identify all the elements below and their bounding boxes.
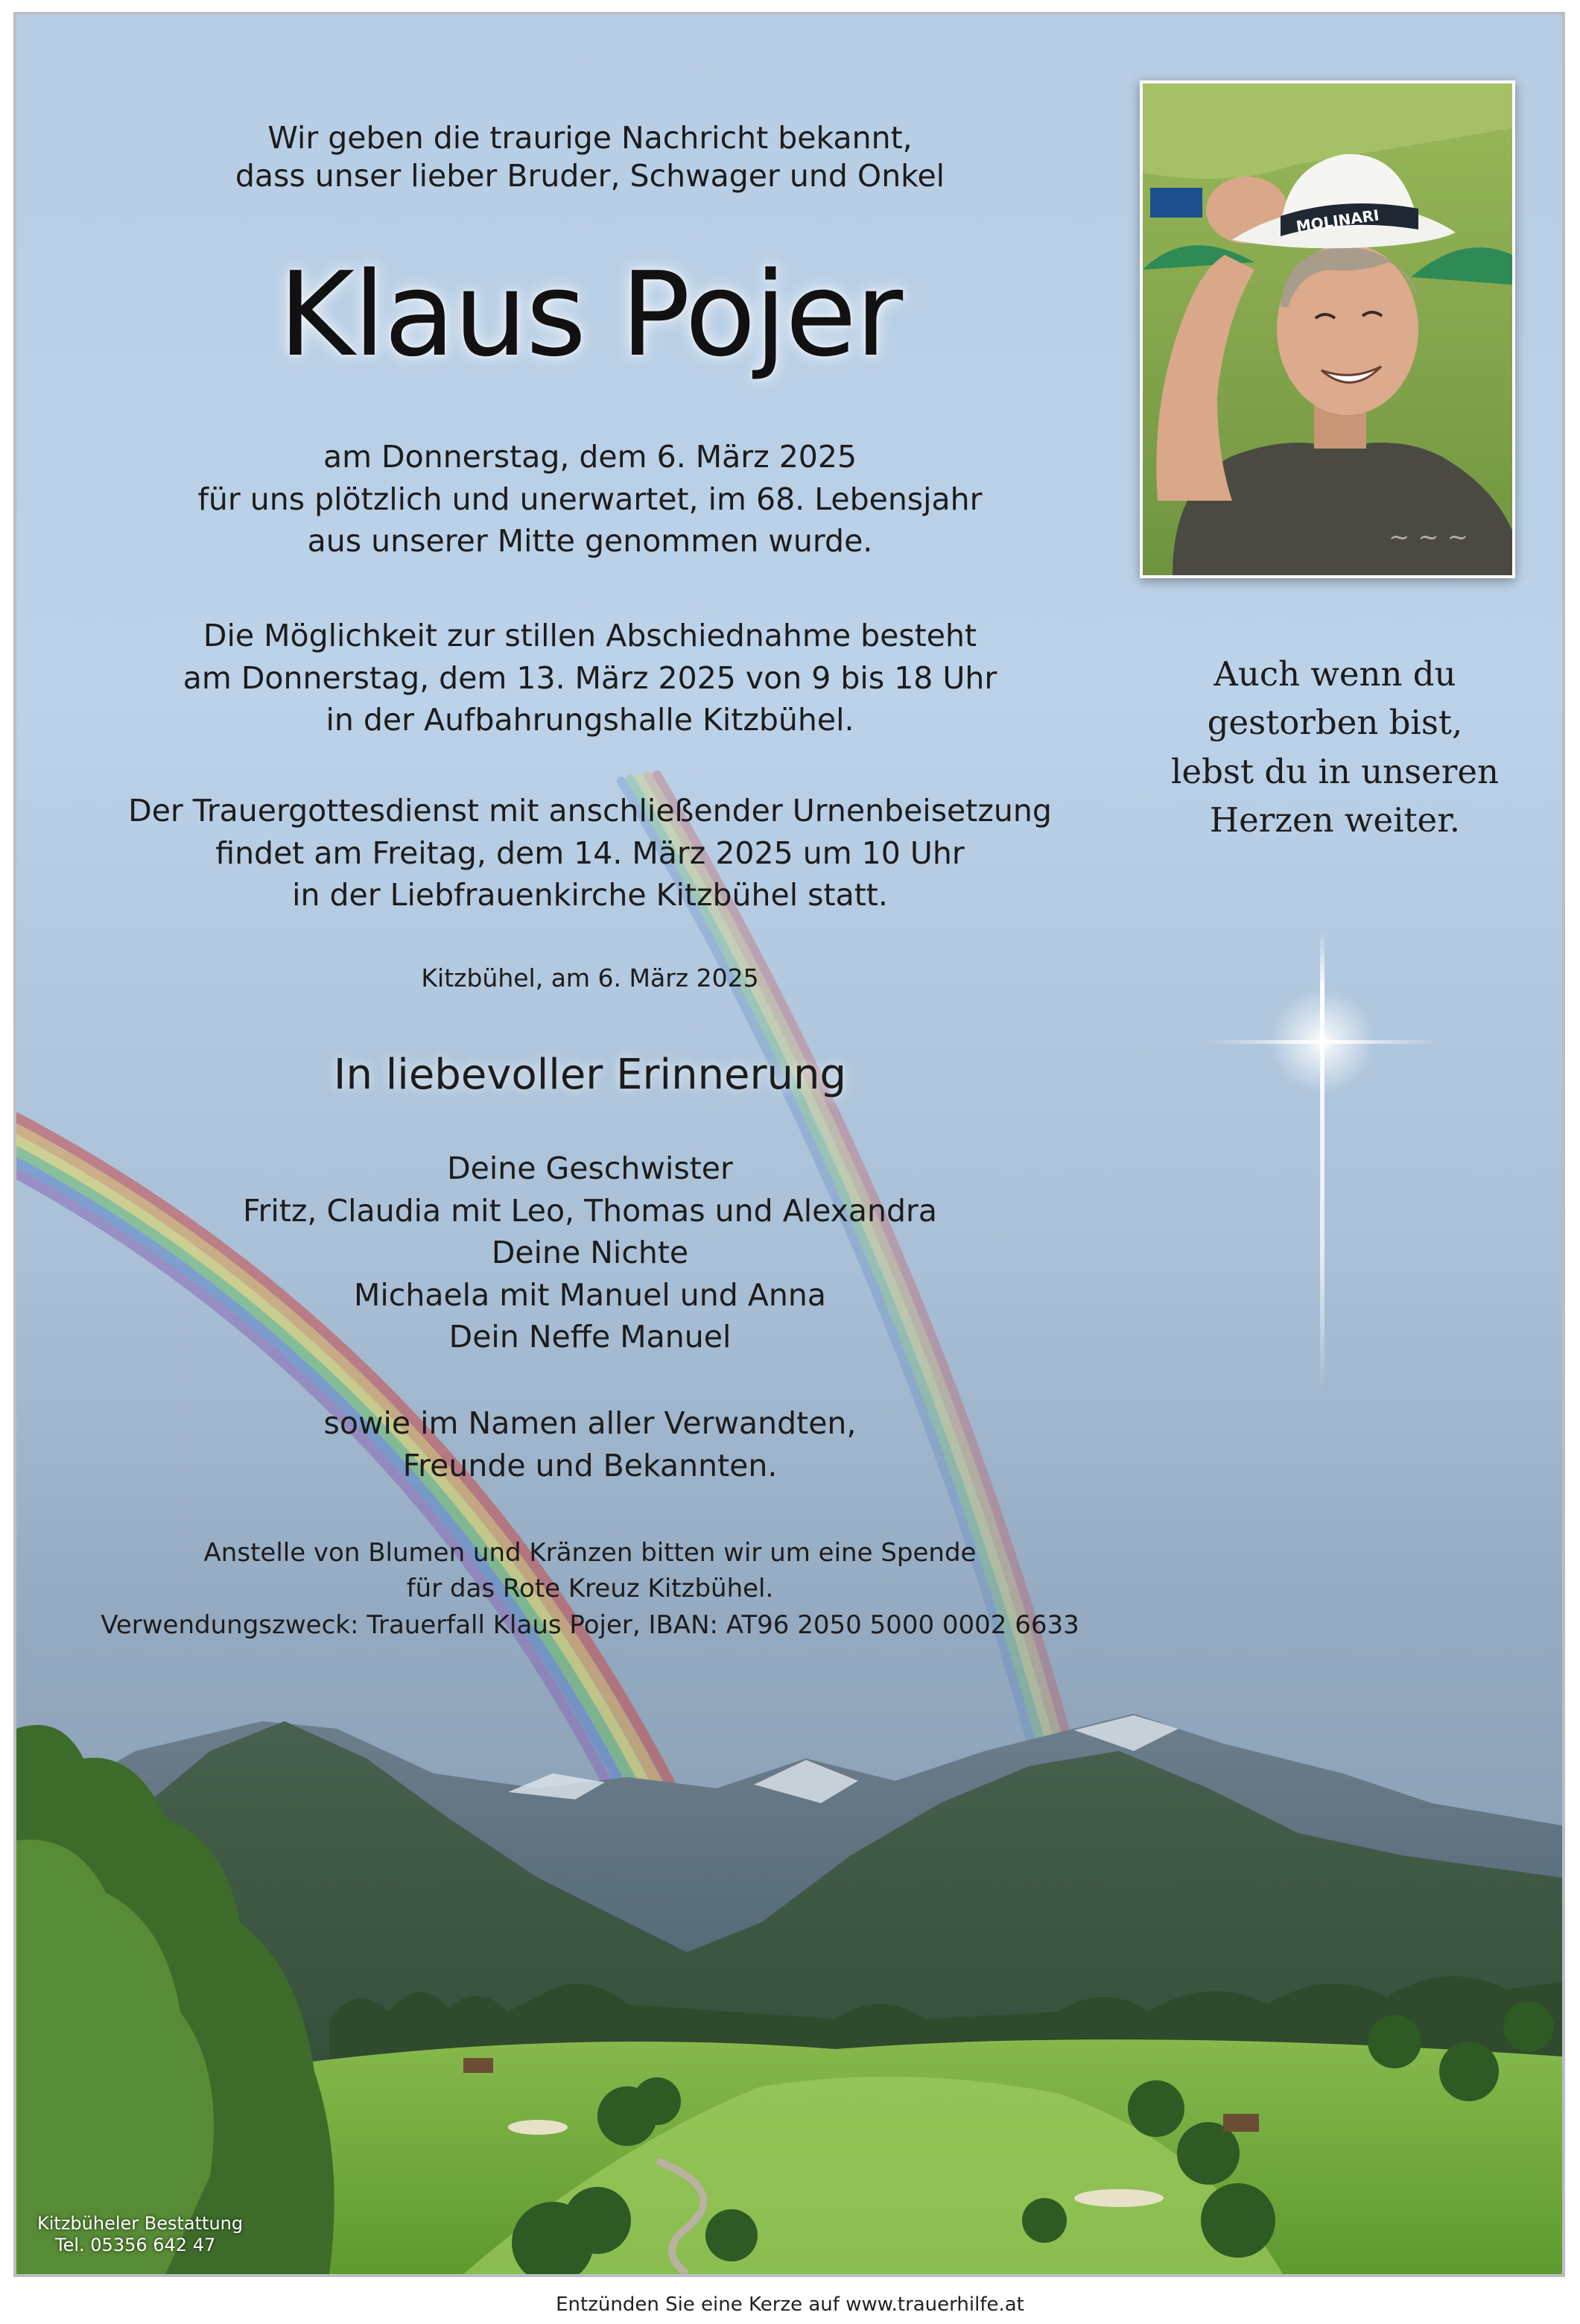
- family-line: Deine Geschwister: [447, 1150, 733, 1186]
- service-line: Der Trauergottesdienst mit anschließender Urnenbeisetzung: [128, 793, 1052, 829]
- relatives-line: sowie im Namen aller Verwandten,: [323, 1405, 857, 1441]
- relatives-note: [76, 1402, 1104, 1486]
- intro-text: [76, 119, 1104, 196]
- death-line: für uns plötzlich und unerwartet, im 68. Lebensjahr: [197, 481, 983, 517]
- family-list: [76, 1147, 1104, 1358]
- intro-line: dass unser lieber Bruder, Schwager und Onkel: [235, 158, 945, 194]
- hat-band-text: MOLINARI: [1295, 206, 1380, 235]
- sand-bunker: [1074, 2189, 1164, 2207]
- donation-line: Verwendungszweck: Trauerfall Klaus Pojer, IBAN: AT96 2050 5000 0002 6633: [101, 1609, 1079, 1640]
- relatives-line: Freunde und Bekannten.: [402, 1447, 778, 1484]
- donation-line: für das Rote Kreuz Kitzbühel.: [406, 1574, 774, 1604]
- service-line: in der Liebfrauenkirche Kitzbühel statt.: [292, 877, 888, 914]
- quote-line: lebst du in unseren: [1171, 751, 1499, 791]
- star-cross-icon: [1208, 931, 1439, 1393]
- farewell-line: in der Aufbahrungshalle Kitzbühel.: [326, 702, 854, 738]
- obituary-card: [13, 12, 1565, 2277]
- memory-heading: In liebevoller Erinnerung: [333, 1051, 847, 1099]
- service-notice: [76, 790, 1104, 916]
- farewell-line: Die Möglichkeit zur stillen Abschiednahme besteht: [203, 618, 977, 653]
- memorial-quote: [1134, 650, 1536, 844]
- place-date: Kitzbühel, am 6. März 2025: [421, 963, 759, 992]
- family-line: Fritz, Claudia mit Leo, Thomas und Alexandra: [242, 1192, 938, 1229]
- family-line: Dein Neffe Manuel: [448, 1319, 732, 1355]
- undertaker-stamp: [37, 2213, 243, 2256]
- hut: [1223, 2114, 1259, 2132]
- sand-bunker: [508, 2120, 568, 2135]
- death-line: aus unserer Mitte genommen wurde.: [307, 523, 873, 560]
- family-line: Michaela mit Manuel und Anna: [354, 1276, 826, 1313]
- donation-line: Anstelle von Blumen und Kränzen bitten wir um eine Spende: [203, 1538, 977, 1568]
- death-notice: [76, 436, 1104, 563]
- quote-line: Herzen weiter.: [1209, 800, 1461, 840]
- quote-line: gestorben bist,: [1207, 703, 1463, 743]
- quote-line: Auch wenn du: [1213, 654, 1456, 694]
- family-line: Deine Nichte: [491, 1235, 689, 1271]
- portrait-photo: [1140, 80, 1515, 578]
- undertaker-name: Kitzbüheler Bestattung: [37, 2213, 244, 2234]
- donation-note: [76, 1535, 1104, 1643]
- portrait-illustration: [1143, 83, 1512, 575]
- farewell-notice: [76, 615, 1104, 741]
- farewell-line: am Donnerstag, dem 13. März 2025 von 9 bis 18 Uhr: [183, 659, 997, 696]
- intro-line: Wir geben die traurige Nachricht bekannt,: [267, 120, 913, 156]
- footer-candle-link[interactable]: Entzünden Sie eine Kerze auf www.trauerhilfe.at: [556, 2293, 1024, 2316]
- deceased-name: Klaus Pojer: [278, 247, 902, 382]
- death-line: am Donnerstag, dem 6. März 2025: [323, 439, 857, 475]
- shirt-print: ~ ~ ~: [1389, 522, 1469, 552]
- hut: [463, 2058, 493, 2073]
- service-line: findet am Freitag, dem 14. März 2025 um 10 Uhr: [215, 835, 965, 871]
- undertaker-phone: Tel. 05356 642 47: [55, 2234, 216, 2255]
